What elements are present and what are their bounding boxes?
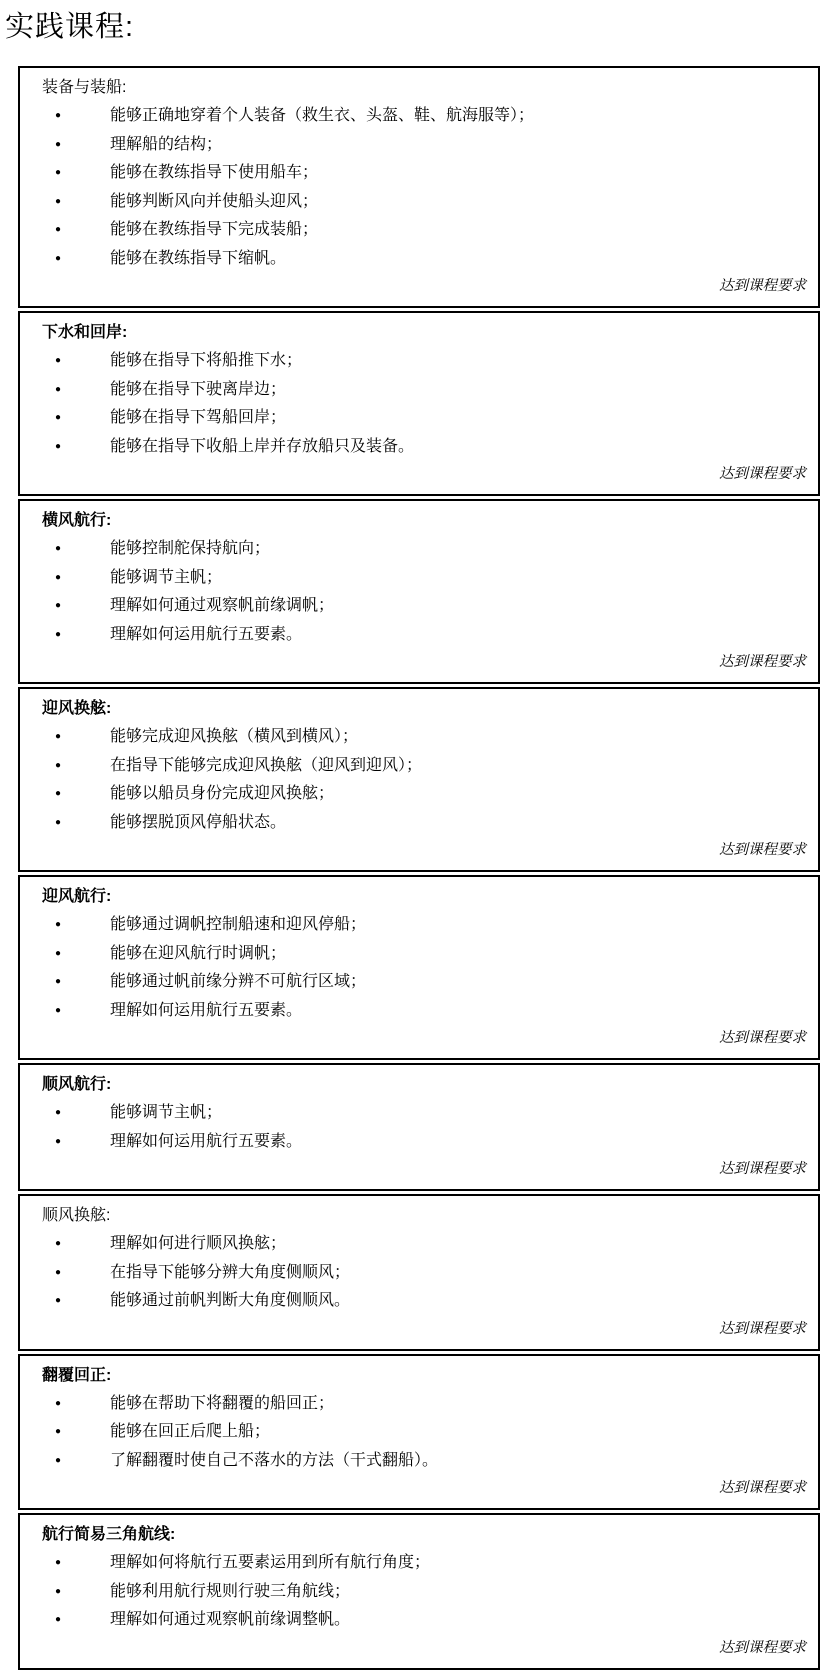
section-title: 迎风换舷:	[42, 700, 112, 717]
course-section	[18, 499, 820, 684]
bullet-icon	[55, 433, 61, 462]
bullet-icon	[55, 1606, 61, 1635]
course-section	[18, 1063, 820, 1191]
list-item	[42, 940, 808, 969]
list-item	[42, 1549, 808, 1578]
bullet-list	[42, 1230, 808, 1316]
list-item	[42, 1259, 808, 1288]
course-section	[18, 687, 820, 872]
bullet-text: 能够正确地穿着个人装备（救生衣、头盔、鞋、航海服等）；	[110, 107, 535, 124]
bullet-list	[42, 911, 808, 1025]
bullet-icon	[55, 968, 61, 997]
list-item	[42, 968, 808, 997]
course-section	[18, 875, 820, 1060]
bullet-icon	[55, 1549, 61, 1578]
bullet-text: 理解如何运用航行五要素。	[110, 1132, 303, 1150]
bullet-icon	[55, 911, 61, 940]
section-title: 顺风航行:	[42, 1076, 112, 1093]
list-item	[42, 188, 808, 217]
bullet-text: 在指导下能够完成迎风换舷（迎风到迎风）；	[110, 756, 423, 774]
bullet-text: 能够利用航行规则行驶三角航线；	[110, 1582, 351, 1600]
bullet-text: 能够摆脱顶风停船状态。	[110, 813, 287, 831]
list-item	[42, 1128, 808, 1157]
section-title: 下水和回岸:	[42, 324, 128, 341]
course-section	[18, 66, 820, 308]
bullet-text: 能够在指导下收船上岸并存放船只及装备。	[110, 437, 415, 455]
list-item	[42, 433, 808, 462]
bullet-icon	[55, 1578, 61, 1607]
bullet-icon	[55, 1287, 61, 1316]
bullet-icon	[55, 535, 61, 564]
list-item	[42, 1447, 808, 1476]
bullet-text: 能够判断风向并使船头迎风；	[110, 192, 319, 210]
status-text: 达到课程要求	[719, 842, 806, 858]
bullet-text: 能够通过前帆判断大角度侧顺风。	[110, 1292, 351, 1309]
bullet-text: 能够调节主帆；	[110, 1104, 223, 1121]
list-item	[42, 404, 808, 433]
bullet-icon	[55, 131, 61, 160]
bullet-text: 能够在教练指导下完成装船；	[110, 221, 319, 238]
bullet-text: 理解如何进行顺风换舷；	[110, 1235, 287, 1252]
list-item	[42, 347, 808, 376]
bullet-text: 能够在指导下驶离岸边；	[110, 380, 287, 398]
status-text: 达到课程要求	[719, 1030, 806, 1046]
list-item	[42, 131, 808, 160]
bullet-icon	[55, 159, 61, 188]
list-item	[42, 1099, 808, 1128]
bullet-icon	[55, 1099, 61, 1128]
bullet-icon	[55, 376, 61, 405]
bullet-text: 能够完成迎风换舷（横风到横风）；	[110, 728, 359, 745]
section-title: 横风航行:	[42, 512, 112, 529]
course-section	[18, 1513, 820, 1670]
list-item	[42, 216, 808, 245]
bullet-text: 能够控制舵保持航向；	[110, 540, 271, 557]
section-title: 航行简易三角航线:	[42, 1526, 176, 1543]
list-item	[42, 102, 808, 131]
bullet-icon	[55, 564, 61, 593]
bullet-list	[42, 535, 808, 649]
section-title: 装备与装船:	[42, 79, 127, 96]
list-item	[42, 911, 808, 940]
bullet-icon	[55, 997, 61, 1026]
bullet-icon	[55, 1230, 61, 1259]
bullet-icon	[55, 1447, 61, 1476]
bullet-text: 能够在帮助下将翻覆的船回正；	[110, 1394, 335, 1412]
bullet-icon	[55, 1259, 61, 1288]
list-item	[42, 159, 808, 188]
course-section	[18, 1194, 820, 1351]
list-item	[42, 1418, 808, 1447]
bullet-text: 能够通过调帆控制船速和迎风停船；	[110, 916, 367, 933]
list-item	[42, 752, 808, 781]
list-item	[42, 621, 808, 650]
bullet-text: 能够在迎风航行时调帆；	[110, 944, 287, 962]
list-item	[42, 1578, 808, 1607]
status-text: 达到课程要求	[719, 1639, 806, 1656]
list-item	[42, 535, 808, 564]
list-item	[42, 1390, 808, 1419]
bullet-list	[42, 347, 808, 461]
section-title: 顺风换舷:	[42, 1207, 111, 1224]
bullet-icon	[55, 621, 61, 650]
list-item	[42, 1606, 808, 1635]
bullet-icon	[55, 809, 61, 838]
bullet-list	[42, 723, 808, 837]
bullet-text: 能够通过帆前缘分辨不可航行区域；	[110, 973, 367, 990]
bullet-icon	[55, 1418, 61, 1447]
course-section	[18, 1354, 820, 1511]
status-text: 达到课程要求	[719, 654, 806, 670]
bullet-text: 理解如何运用航行五要素。	[110, 1001, 303, 1019]
status-text: 达到课程要求	[719, 1480, 806, 1496]
bullet-text: 能够在指导下将船推下水；	[110, 352, 303, 369]
bullet-icon	[55, 245, 61, 274]
status-text: 达到课程要求	[719, 278, 806, 294]
status-text: 达到课程要求	[719, 1320, 806, 1337]
list-item	[42, 1287, 808, 1316]
bullet-text: 理解船的结构；	[110, 135, 223, 153]
list-item	[42, 1230, 808, 1259]
list-item	[42, 376, 808, 405]
bullet-icon	[55, 1390, 61, 1419]
section-title: 迎风航行:	[42, 888, 112, 905]
bullet-text: 理解如何将航行五要素运用到所有航行角度；	[110, 1554, 431, 1571]
bullet-text: 能够在回正后爬上船；	[110, 1423, 271, 1440]
bullet-text: 理解如何通过观察帆前缘调整帆。	[110, 1611, 351, 1628]
list-item	[42, 245, 808, 274]
section-title: 翻覆回正:	[42, 1366, 112, 1384]
list-item	[42, 997, 808, 1026]
list-item	[42, 809, 808, 838]
bullet-icon	[55, 188, 61, 217]
bullet-text: 能够在指导下驾船回岸；	[110, 409, 287, 426]
bullet-text: 了解翻覆时使自己不落水的方法（干式翻船）。	[110, 1451, 439, 1469]
bullet-list	[42, 1390, 808, 1476]
list-item	[42, 723, 808, 752]
bullet-icon	[55, 102, 61, 131]
bullet-list	[42, 102, 808, 273]
bullet-text: 能够在教练指导下缩帆。	[110, 249, 287, 267]
status-text: 达到课程要求	[719, 466, 806, 482]
bullet-icon	[55, 404, 61, 433]
bullet-icon	[55, 592, 61, 621]
bullet-text: 能够调节主帆；	[110, 568, 223, 586]
bullet-icon	[55, 780, 61, 809]
bullet-list	[42, 1549, 808, 1635]
bullet-icon	[55, 1128, 61, 1157]
bullet-icon	[55, 723, 61, 752]
bullet-text: 能够以船员身份完成迎风换舷；	[110, 785, 335, 802]
bullet-icon	[55, 752, 61, 781]
course-sections	[18, 66, 820, 1670]
bullet-list	[42, 1099, 808, 1156]
bullet-icon	[55, 940, 61, 969]
bullet-text: 在指导下能够分辨大角度侧顺风；	[110, 1263, 351, 1281]
page-title: 实践课程:	[5, 11, 135, 43]
list-item	[42, 780, 808, 809]
list-item	[42, 564, 808, 593]
status-text: 达到课程要求	[719, 1161, 806, 1177]
bullet-icon	[55, 347, 61, 376]
bullet-text: 理解如何通过观察帆前缘调帆；	[110, 597, 335, 614]
bullet-icon	[55, 216, 61, 245]
list-item	[42, 592, 808, 621]
bullet-text: 理解如何运用航行五要素。	[110, 625, 303, 643]
course-section	[18, 311, 820, 496]
bullet-text: 能够在教练指导下使用船车；	[110, 164, 319, 181]
